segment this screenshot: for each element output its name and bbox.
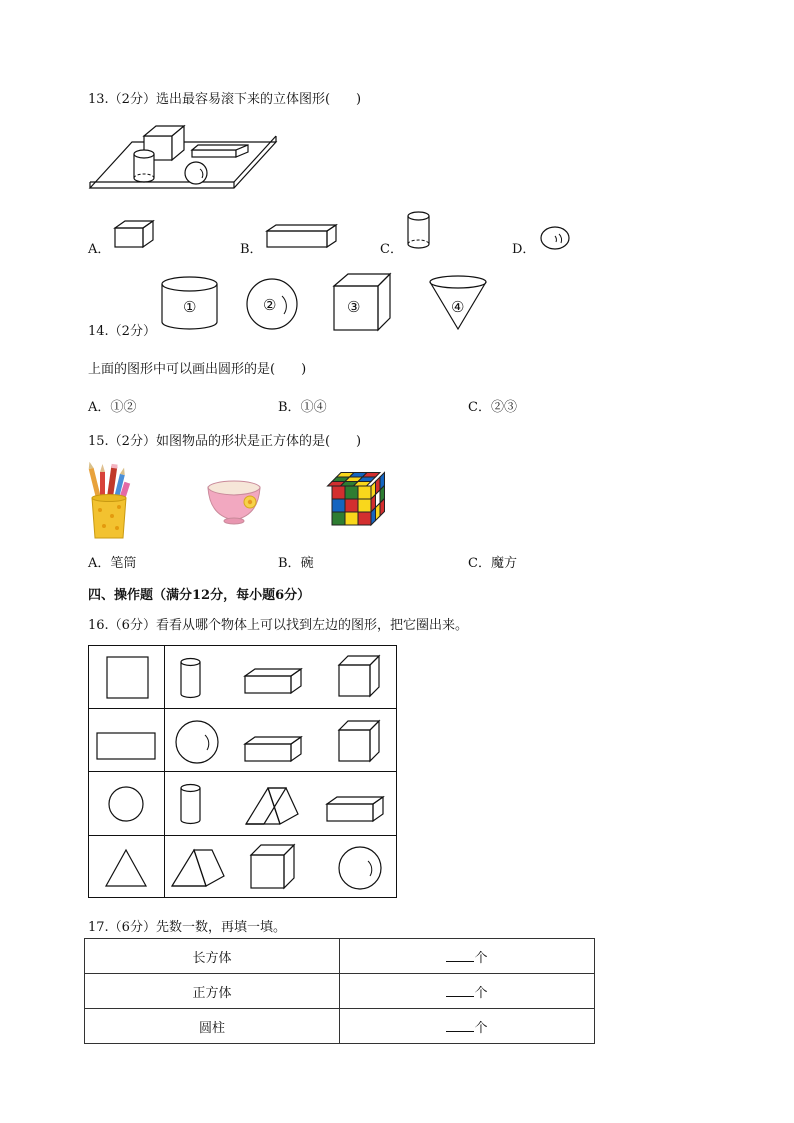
q17-unit: 个 (474, 950, 488, 966)
q16-row-divider (89, 835, 396, 836)
q15-option-a[interactable] (88, 552, 136, 571)
q16-row2-target-rectangle (96, 732, 158, 762)
q14-option-a-text: ①② (110, 400, 137, 415)
pen-holder-image (86, 460, 132, 540)
q14-option-a[interactable] (88, 396, 136, 415)
bowl-image (206, 478, 264, 526)
table-row (85, 1009, 595, 1044)
q16-row4-target-triangle (104, 848, 150, 888)
q14-stem: 14.（2分） (88, 324, 156, 339)
q16-row3-target-circle (108, 786, 146, 824)
q16-row1-target-square (106, 656, 150, 700)
q13-option-a-label[interactable]: A． (88, 242, 111, 257)
q17-row1-answer[interactable] (340, 939, 595, 974)
q17-stem: 17.（6分）先数一数，再填一填。 (88, 920, 286, 935)
q13-scene-figure (88, 124, 288, 194)
q16-row2-cube-option[interactable] (338, 720, 382, 764)
q17-row2-name: 正方体 (85, 974, 340, 1009)
q16-row1-cylinder-option[interactable] (178, 656, 204, 700)
q13-option-d-label[interactable]: D． (512, 242, 536, 257)
q17-row1-name: 长方体 (85, 939, 340, 974)
q14-shape-number-3: ③ (347, 298, 361, 316)
q14-option-b-label: B． (278, 400, 301, 415)
rubiks-cube-image (330, 470, 392, 532)
q17-unit: 个 (474, 985, 488, 1001)
q16-row4-triangular-prism-option[interactable] (170, 846, 226, 888)
q17-row2-answer[interactable] (340, 974, 595, 1009)
q14-option-c-text: ②③ (490, 400, 517, 415)
q16-row1-cube-option[interactable] (338, 655, 382, 699)
q17-row3-name: 圆柱 (85, 1009, 340, 1044)
q14-option-a-label: A． (88, 400, 111, 415)
q13-stem: 13.（2分）选出最容易滚下来的立体图形( ) (88, 92, 362, 107)
q16-row1-cuboid-option[interactable] (244, 668, 304, 696)
section-4-title: 四、操作题（满分12分，每小题6分） (88, 588, 311, 603)
q14-option-b-text: ①④ (300, 400, 327, 415)
q16-row3-triangular-prism-option[interactable] (244, 784, 300, 826)
q15-option-c[interactable] (468, 552, 517, 571)
q17-unit: 个 (474, 1020, 488, 1036)
q16-row4-cube-option[interactable] (250, 844, 296, 890)
q13-option-b-label[interactable]: B． (240, 242, 263, 257)
q14-shape-number-4: ④ (451, 298, 465, 316)
q14-option-b[interactable] (278, 396, 327, 415)
q14-option-c-label: C． (468, 400, 491, 415)
q16-row3-cuboid-option[interactable] (326, 796, 386, 824)
q16-row3-cylinder-option[interactable] (178, 782, 204, 826)
cube-icon (114, 220, 156, 250)
q16-row2-sphere-option[interactable] (175, 720, 221, 766)
q16-row-divider (89, 771, 396, 772)
answer-blank[interactable] (446, 949, 474, 962)
q14-question: 上面的图形中可以画出圆形的是( ) (88, 362, 307, 377)
q15-option-c-text: 魔方 (490, 556, 517, 571)
q13-option-c-label[interactable]: C． (380, 242, 403, 257)
answer-blank[interactable] (446, 1019, 474, 1032)
q15-option-c-label: C． (468, 556, 491, 571)
q15-option-a-text: 笔筒 (110, 556, 137, 571)
q16-row4-sphere-option[interactable] (338, 846, 384, 892)
q15-option-a-label: A． (88, 556, 111, 571)
q16-row2-cuboid-option[interactable] (244, 736, 304, 764)
q15-option-b-label: B． (278, 556, 301, 571)
q14-cube-figure (332, 272, 394, 334)
q14-shape-number-2: ② (263, 296, 277, 314)
sphere-icon (540, 226, 572, 252)
answer-blank[interactable] (446, 984, 474, 997)
q17-row3-answer[interactable] (340, 1009, 595, 1044)
q14-shape-number-1: ① (183, 298, 197, 316)
q15-option-b[interactable] (278, 552, 314, 571)
cuboid-icon (266, 224, 340, 250)
q15-option-b-text: 碗 (300, 556, 314, 571)
q14-option-c[interactable] (468, 396, 517, 415)
q16-stem: 16.（6分）看看从哪个物体上可以找到左边的图形，把它圈出来。 (88, 618, 468, 633)
cylinder-icon (406, 210, 432, 250)
q17-table (84, 938, 595, 1044)
table-row (85, 939, 595, 974)
q16-row-divider (89, 708, 396, 709)
table-row (85, 974, 595, 1009)
q15-stem: 15.（2分）如图物品的形状是正方体的是( ) (88, 434, 362, 449)
